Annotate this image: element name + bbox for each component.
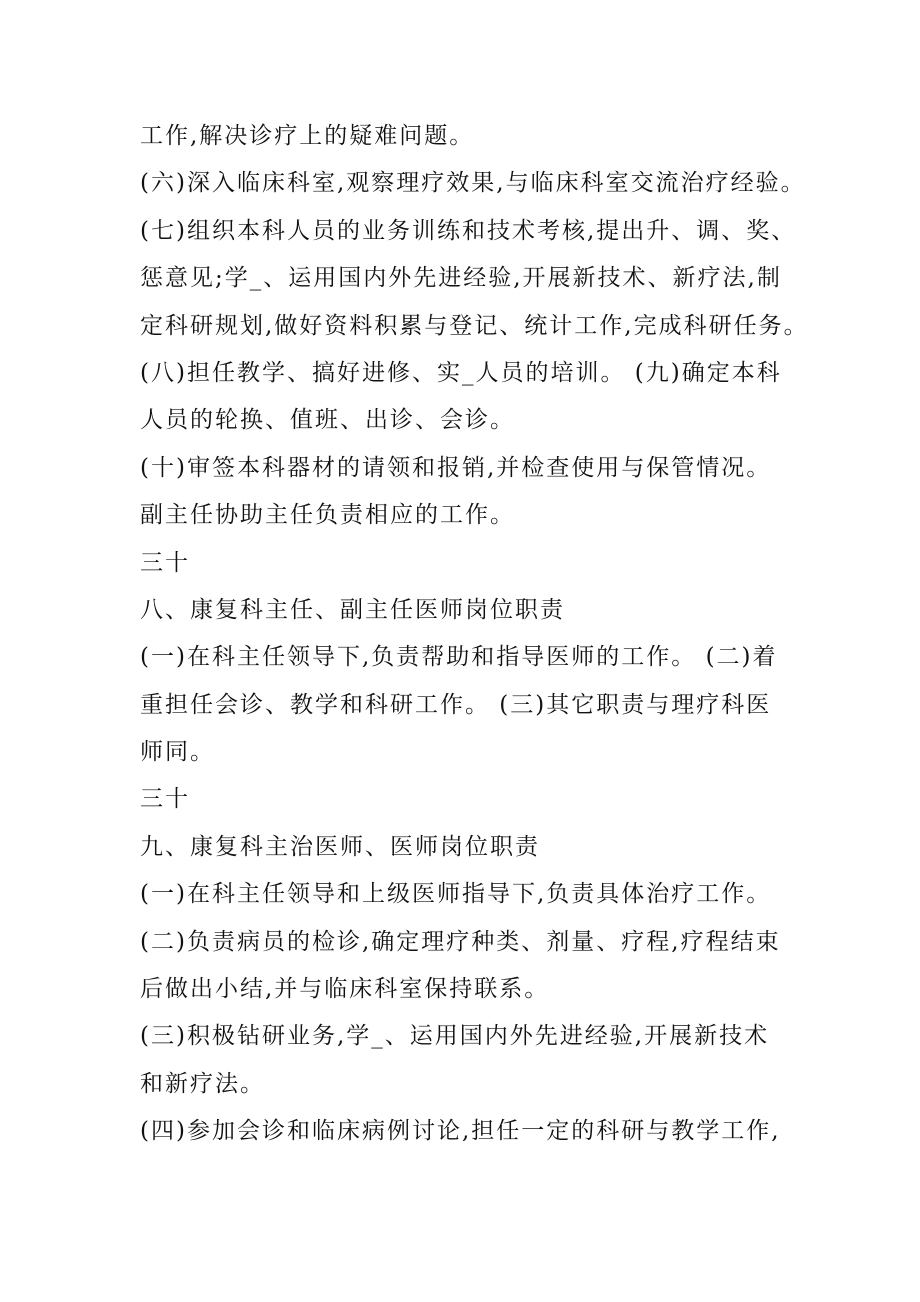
text-line: 师同。: [140, 739, 215, 766]
text-line: 惩意见;学_、运用国内外先进经验,开展新技术、新疗法,制: [140, 265, 782, 292]
text-line: (一)在科主任领导下,负责帮助和指导医师的工作。 (二)着: [140, 644, 778, 671]
text-line: 人员的轮换、值班、出诊、会诊。: [140, 407, 515, 434]
text-line: 后做出小结,并与临床科室保持联系。: [140, 976, 550, 1003]
text-line: 重担任会诊、教学和科研工作。 (三)其它职责与理疗科医: [140, 691, 772, 718]
section-heading: 九、康复科主治医师、医师岗位职责: [140, 833, 540, 860]
section-heading: 八、康复科主任、副主任医师岗位职责: [140, 596, 565, 623]
text-line: 副主任协助主任负责相应的工作。: [140, 502, 515, 529]
section-number: 三十: [140, 786, 190, 813]
text-line: 和新疗法。: [140, 1070, 265, 1097]
text-line: 定科研规划,做好资料积累与登记、统计工作,完成科研任务。: [140, 312, 809, 339]
text-line: 工作,解决诊疗上的疑难问题。: [140, 123, 475, 149]
text-line: (六)深入临床科室,观察理疗效果,与临床科室交流治疗经验。: [140, 170, 806, 197]
body-text: [140, 113, 809, 1156]
section-number: 三十: [140, 549, 190, 576]
text-line: (三)积极钻研业务,学_、运用国内外先进经验,开展新技术: [140, 1023, 770, 1050]
text-line: (二)负责病员的检诊,确定理疗种类、剂量、疗程,疗程结束: [140, 928, 781, 955]
text-line: (一)在科主任领导和上级医师指导下,负责具体治疗工作。: [140, 881, 772, 908]
text-line: (八)担任教学、搞好进修、实_人员的培训。 (九)确定本科: [140, 359, 782, 386]
text-line: (十)审签本科器材的请领和报销,并检查使用与保管情况。: [140, 454, 772, 481]
text-line: (四)参加会诊和临床病例讨论,担任一定的科研与教学工作,: [140, 1118, 781, 1145]
text-line: (七)组织本科人员的业务训练和技术考核,提出升、调、奖、: [140, 217, 797, 244]
